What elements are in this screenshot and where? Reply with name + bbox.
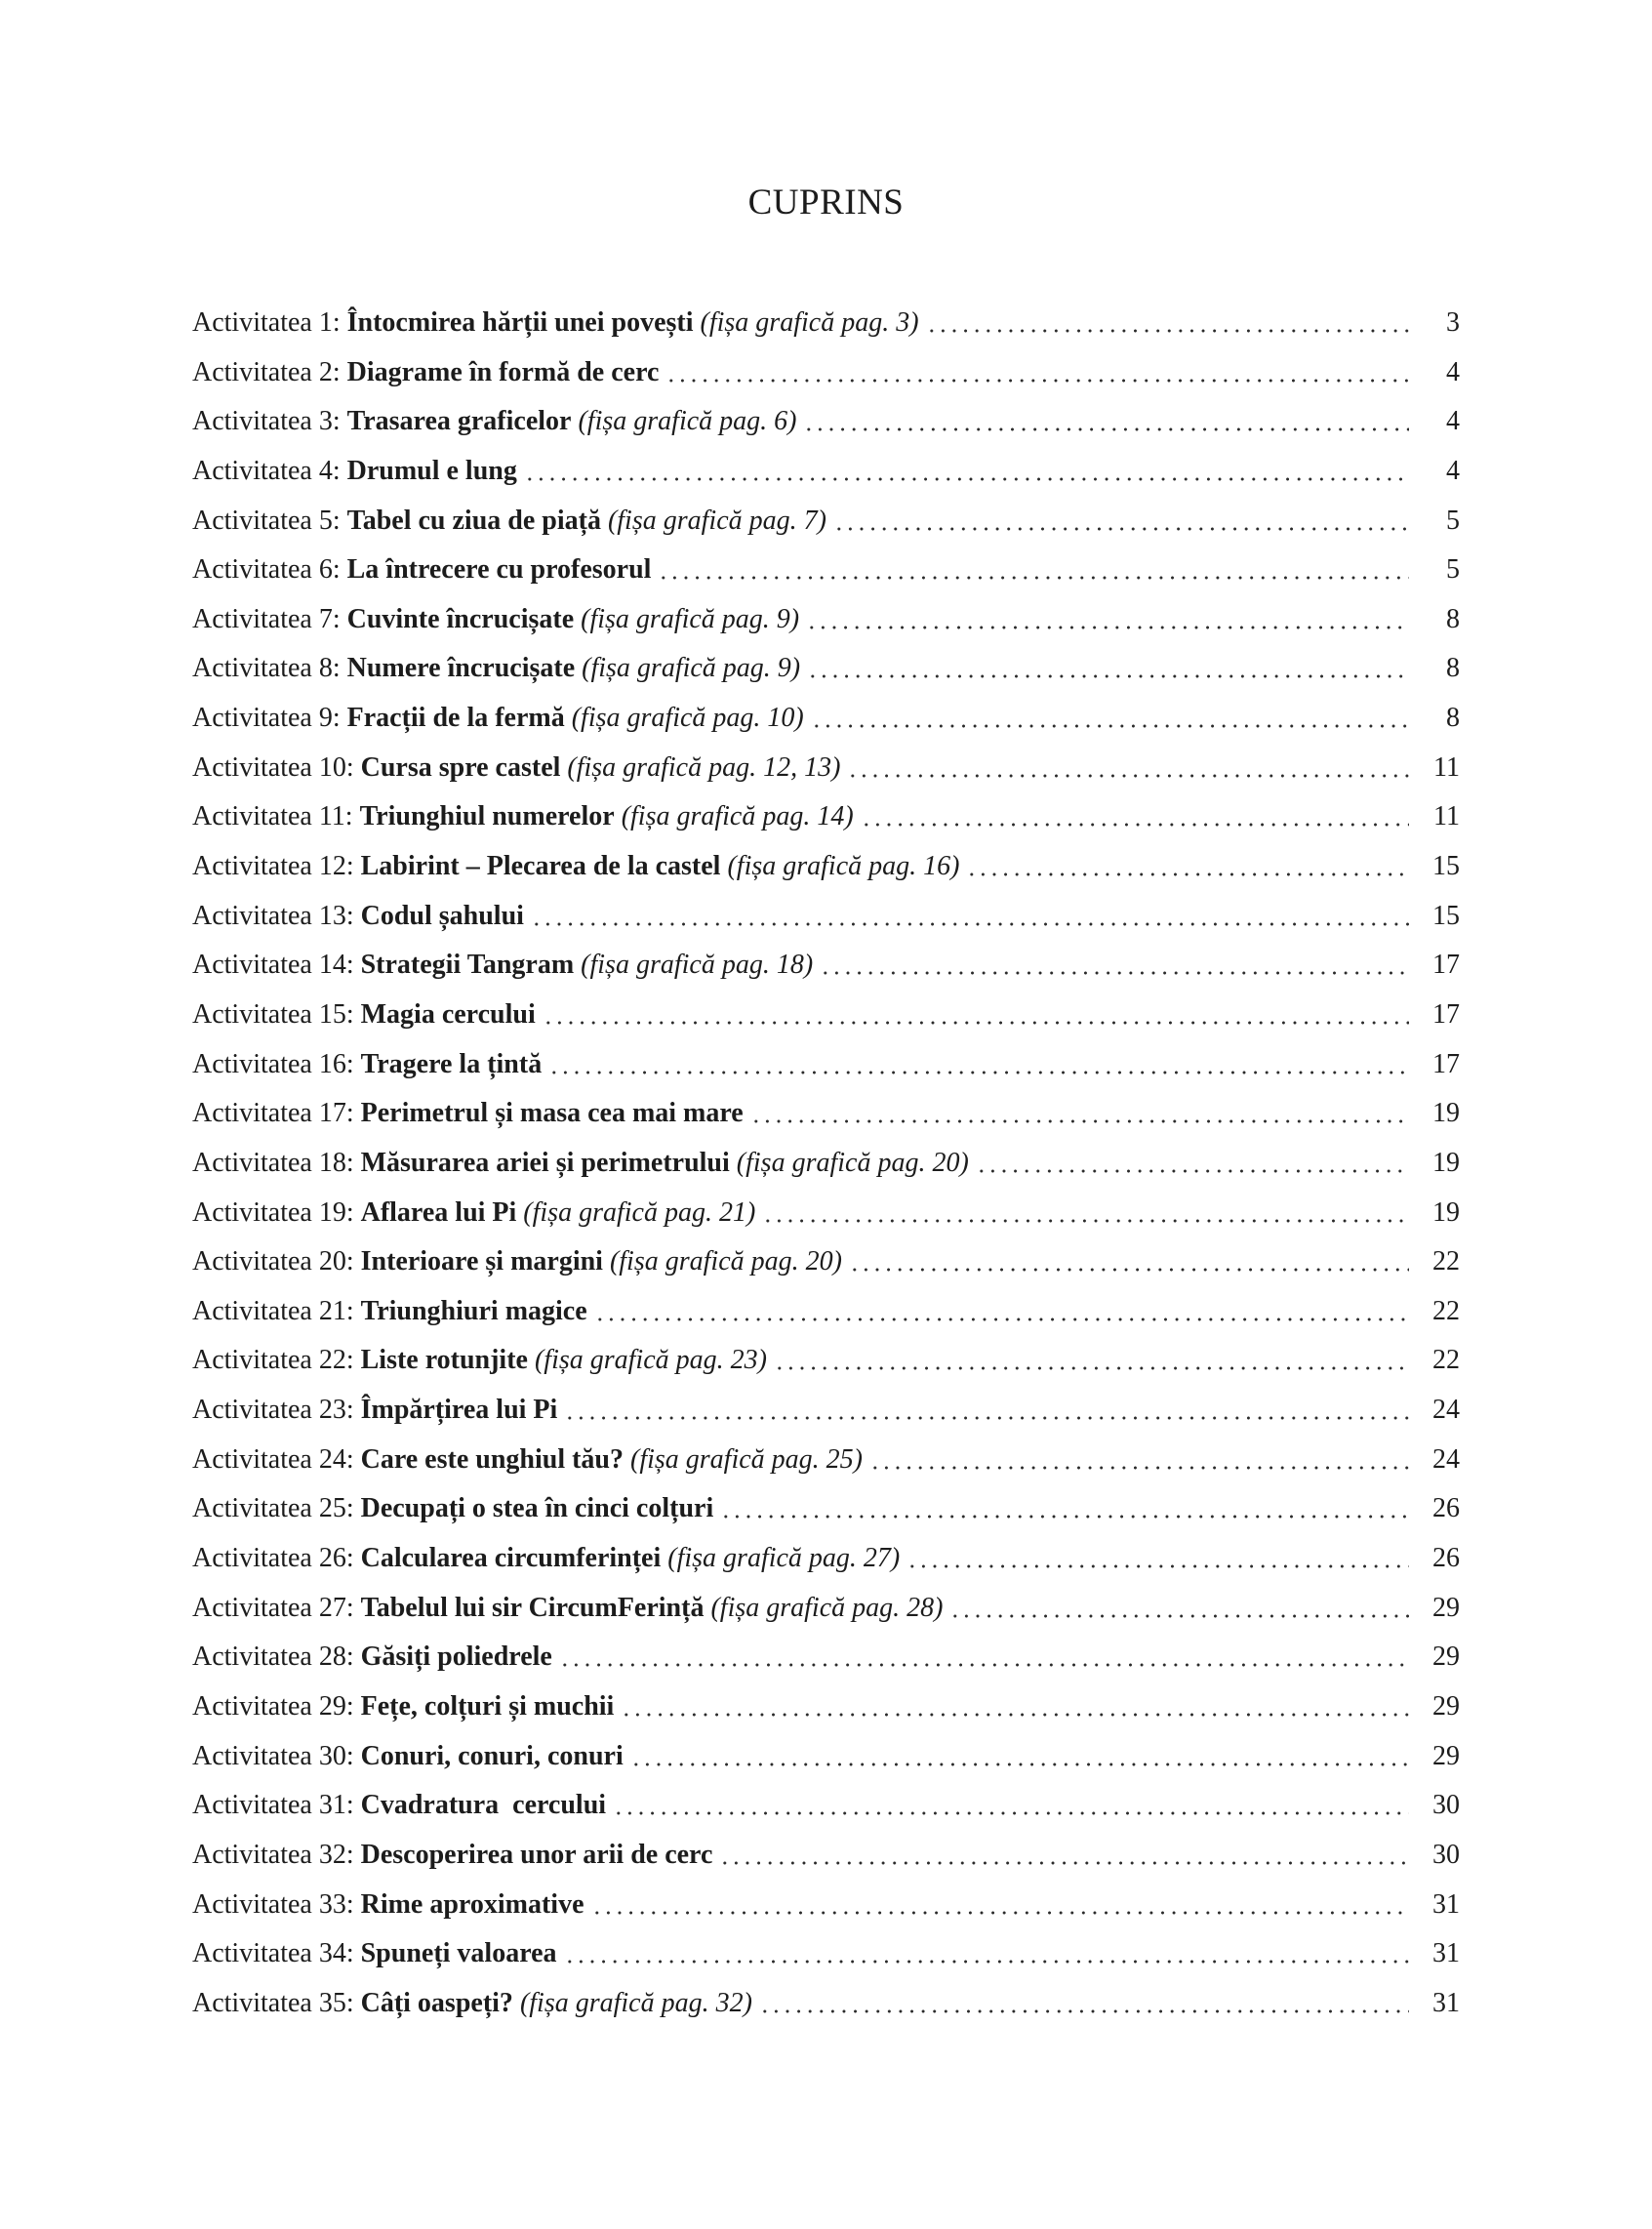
entry-page-number: 5 <box>1446 554 1460 586</box>
entry-page-number: 31 <box>1432 1888 1460 1920</box>
dot-leader <box>557 1633 1409 1682</box>
entry-page-number: 29 <box>1432 1592 1460 1623</box>
entry-title: Magia cercului <box>360 998 536 1030</box>
entry-title: Măsurarea ariei și perimetrului <box>360 1147 730 1178</box>
toc-entry <box>192 1979 1460 2029</box>
entry-title: Fracții de la fermă <box>346 703 565 734</box>
toc-entry <box>192 644 1460 694</box>
entry-title: Diagrame în formă de cerc <box>346 356 660 387</box>
entry-label: Activitatea 28: <box>192 1641 354 1673</box>
entry-page-number: 17 <box>1432 1048 1460 1079</box>
toc-entry <box>192 1929 1460 1979</box>
toc-entry <box>192 1831 1460 1881</box>
dot-leader <box>717 1831 1409 1881</box>
entry-label: Activitatea 32: <box>192 1839 354 1870</box>
entry-page-number: 24 <box>1432 1443 1460 1475</box>
entry-label: Activitatea 7: <box>192 603 341 634</box>
entry-page-number: 17 <box>1432 950 1460 981</box>
toc-entry <box>192 348 1460 398</box>
toc-list <box>192 299 1460 2028</box>
entry-page-number: 22 <box>1432 1345 1460 1376</box>
toc-entry <box>192 1436 1460 1485</box>
entry-title: Codul șahului <box>360 900 524 931</box>
toc-entry <box>192 1386 1460 1436</box>
dot-leader <box>656 546 1409 595</box>
dot-leader <box>541 991 1409 1040</box>
entry-label: Activitatea 4: <box>192 455 341 486</box>
entry-title: Aflarea lui Pi <box>360 1196 517 1228</box>
entry-page-number: 30 <box>1432 1790 1460 1821</box>
entry-page-number: 19 <box>1432 1147 1460 1178</box>
entry-title: Calcularea circumferinței <box>360 1543 662 1574</box>
entry-note: (fișa grafică pag. 18) <box>581 950 814 981</box>
entry-page-number: 31 <box>1432 1987 1460 2018</box>
entry-label: Activitatea 21: <box>192 1295 354 1326</box>
entry-label: Activitatea 19: <box>192 1196 354 1228</box>
entry-title: Numere încrucișate <box>346 653 576 684</box>
entry-title: Labirint – Plecarea de la castel <box>360 851 721 882</box>
entry-label: Activitatea 12: <box>192 851 354 882</box>
entry-note: (fișa grafică pag. 12, 13) <box>567 751 841 783</box>
entry-note: (fișa grafică pag. 23) <box>534 1345 767 1376</box>
entry-label: Activitatea 6: <box>192 554 341 586</box>
toc-entry <box>192 1040 1460 1090</box>
entry-page-number: 3 <box>1446 307 1460 338</box>
entry-title: Cuvinte încrucișate <box>346 603 575 634</box>
entry-title: Drumul e lung <box>346 455 517 486</box>
entry-page-number: 24 <box>1432 1395 1460 1426</box>
dot-leader <box>804 595 1409 645</box>
entry-title: Tabelul lui sir CircumFerință <box>360 1592 705 1623</box>
dot-leader <box>831 497 1409 547</box>
entry-label: Activitatea 13: <box>192 900 354 931</box>
entry-page-number: 4 <box>1446 406 1460 437</box>
toc-entry <box>192 792 1460 842</box>
entry-title: Conuri, conuri, conuri <box>360 1740 624 1771</box>
toc-entry <box>192 1584 1460 1634</box>
dot-leader <box>589 1881 1410 1930</box>
entry-page-number: 22 <box>1432 1295 1460 1326</box>
entry-label: Activitatea 16: <box>192 1048 354 1079</box>
entry-note: (fișa grafică pag. 14) <box>621 801 854 832</box>
entry-page-number: 29 <box>1432 1641 1460 1673</box>
entry-label: Activitatea 11: <box>192 801 353 832</box>
entry-title: Triunghiuri magice <box>360 1295 587 1326</box>
entry-page-number: 26 <box>1432 1543 1460 1574</box>
dot-leader <box>847 1237 1409 1287</box>
toc-entry <box>192 1237 1460 1287</box>
entry-label: Activitatea 15: <box>192 998 354 1030</box>
entry-label: Activitatea 17: <box>192 1098 354 1129</box>
entry-title: Tabel cu ziua de piață <box>346 505 601 536</box>
toc-entry <box>192 546 1460 595</box>
toc-entry <box>192 447 1460 497</box>
entry-label: Activitatea 2: <box>192 356 341 387</box>
dot-leader <box>818 941 1409 991</box>
entry-label: Activitatea 9: <box>192 703 341 734</box>
dot-leader <box>964 842 1409 892</box>
toc-entry <box>192 1732 1460 1782</box>
entry-label: Activitatea 8: <box>192 653 341 684</box>
entry-label: Activitatea 3: <box>192 406 341 437</box>
toc-entry <box>192 397 1460 447</box>
dot-leader <box>859 792 1409 842</box>
dot-leader <box>748 1089 1409 1139</box>
entry-note: (fișa grafică pag. 27) <box>667 1543 901 1574</box>
dot-leader <box>947 1584 1409 1634</box>
entry-title: Interioare și margini <box>360 1246 603 1277</box>
entry-note: (fișa grafică pag. 6) <box>578 406 797 437</box>
entry-page-number: 8 <box>1446 603 1460 634</box>
entry-title: Perimetrul și masa cea mai mare <box>360 1098 744 1129</box>
toc-entry <box>192 744 1460 793</box>
entry-label: Activitatea 34: <box>192 1938 354 1969</box>
entry-page-number: 17 <box>1432 998 1460 1030</box>
entry-label: Activitatea 31: <box>192 1790 354 1821</box>
entry-title: Întocmirea hărții unei povești <box>346 307 694 338</box>
toc-entry <box>192 1287 1460 1337</box>
dot-leader <box>562 1386 1409 1436</box>
entry-page-number: 8 <box>1446 653 1460 684</box>
entry-page-number: 31 <box>1432 1938 1460 1969</box>
toc-entry <box>192 941 1460 991</box>
entry-title: Strategii Tangram <box>360 950 575 981</box>
entry-label: Activitatea 24: <box>192 1443 354 1475</box>
entry-title: Tragere la țintă <box>360 1048 543 1079</box>
entry-note: (fișa grafică pag. 20) <box>609 1246 842 1277</box>
entry-page-number: 11 <box>1433 751 1460 783</box>
entry-title: La întrecere cu profesorul <box>346 554 652 586</box>
dot-leader <box>664 348 1409 398</box>
dot-leader <box>760 1189 1409 1238</box>
page-title: CUPRINS <box>747 182 905 223</box>
entry-note: (fișa grafică pag. 28) <box>710 1592 944 1623</box>
dot-leader <box>619 1682 1409 1732</box>
dot-leader <box>611 1781 1409 1831</box>
entry-note: (fișa grafică pag. 20) <box>736 1147 969 1178</box>
entry-page-number: 29 <box>1432 1740 1460 1771</box>
entry-label: Activitatea 14: <box>192 950 354 981</box>
entry-page-number: 15 <box>1432 900 1460 931</box>
dot-leader <box>628 1732 1409 1782</box>
dot-leader <box>845 744 1409 793</box>
dot-leader <box>546 1040 1409 1090</box>
dot-leader <box>905 1534 1409 1584</box>
dot-leader <box>801 397 1409 447</box>
toc-entry <box>192 1881 1460 1930</box>
entry-title: Rime aproximative <box>360 1888 584 1920</box>
entry-title: Găsiți poliedrele <box>360 1641 552 1673</box>
entry-label: Activitatea 26: <box>192 1543 354 1574</box>
entry-title: Fețe, colțuri și muchii <box>360 1690 615 1722</box>
toc-entry <box>192 1682 1460 1732</box>
entry-title: Cursa spre castel <box>360 751 561 783</box>
entry-note: (fișa grafică pag. 21) <box>523 1196 756 1228</box>
toc-entry <box>192 1089 1460 1139</box>
toc-entry <box>192 1633 1460 1682</box>
dot-leader <box>809 694 1409 744</box>
dot-leader <box>592 1287 1409 1337</box>
entry-page-number: 15 <box>1432 851 1460 882</box>
entry-label: Activitatea 33: <box>192 1888 354 1920</box>
entry-label: Activitatea 22: <box>192 1345 354 1376</box>
entry-title: Spuneți valoarea <box>360 1938 557 1969</box>
entry-title: Trasarea graficelor <box>346 406 572 437</box>
entry-title: Liste rotunjite <box>360 1345 528 1376</box>
entry-note: (fișa grafică pag. 7) <box>607 505 826 536</box>
entry-page-number: 30 <box>1432 1839 1460 1870</box>
entry-label: Activitatea 18: <box>192 1147 354 1178</box>
toc-entry <box>192 1139 1460 1189</box>
toc-entry <box>192 595 1460 645</box>
entry-page-number: 8 <box>1446 703 1460 734</box>
entry-page-number: 29 <box>1432 1690 1460 1722</box>
entry-label: Activitatea 5: <box>192 505 341 536</box>
dot-leader <box>772 1336 1409 1386</box>
dot-leader <box>805 644 1409 694</box>
entry-title: Descoperirea unor arii de cerc <box>360 1839 713 1870</box>
dot-leader <box>522 447 1409 497</box>
entry-page-number: 4 <box>1446 356 1460 387</box>
entry-title: Decupați o stea în cinci colțuri <box>360 1493 714 1524</box>
entry-page-number: 19 <box>1432 1196 1460 1228</box>
entry-note: (fișa grafică pag. 10) <box>571 703 804 734</box>
entry-page-number: 26 <box>1432 1493 1460 1524</box>
toc-entry <box>192 1484 1460 1534</box>
entry-note: (fișa grafică pag. 9) <box>582 653 801 684</box>
entry-label: Activitatea 25: <box>192 1493 354 1524</box>
entry-page-number: 11 <box>1433 801 1460 832</box>
entry-title: Câți oaspeți? <box>360 1987 513 2018</box>
dot-leader <box>867 1436 1409 1485</box>
entry-label: Activitatea 27: <box>192 1592 354 1623</box>
entry-note: (fișa grafică pag. 32) <box>519 1987 752 2018</box>
entry-title: Împărțirea lui Pi <box>360 1395 558 1426</box>
dot-leader <box>757 1979 1409 2029</box>
toc-entry <box>192 842 1460 892</box>
entry-page-number: 22 <box>1432 1246 1460 1277</box>
toc-entry <box>192 1781 1460 1831</box>
dot-leader <box>974 1139 1409 1189</box>
toc-entry <box>192 892 1460 942</box>
toc-entry <box>192 1189 1460 1238</box>
toc-entry <box>192 299 1460 348</box>
entry-page-number: 19 <box>1432 1098 1460 1129</box>
entry-label: Activitatea 35: <box>192 1987 354 2018</box>
dot-leader <box>718 1484 1409 1534</box>
entry-label: Activitatea 23: <box>192 1395 354 1426</box>
entry-label: Activitatea 10: <box>192 751 354 783</box>
entry-note: (fișa grafică pag. 9) <box>581 603 800 634</box>
dot-leader <box>924 299 1409 348</box>
entry-title: Cvadratura cercului <box>360 1790 607 1821</box>
entry-label: Activitatea 29: <box>192 1690 354 1722</box>
toc-entry <box>192 694 1460 744</box>
entry-note: (fișa grafică pag. 16) <box>727 851 960 882</box>
entry-note: (fișa grafică pag. 25) <box>630 1443 863 1475</box>
entry-title: Care este unghiul tău? <box>360 1443 624 1475</box>
entry-label: Activitatea 1: <box>192 307 341 338</box>
entry-page-number: 5 <box>1446 505 1460 536</box>
entry-label: Activitatea 30: <box>192 1740 354 1771</box>
toc-entry <box>192 497 1460 547</box>
entry-title: Triunghiul numerelor <box>359 801 615 832</box>
toc-entry <box>192 991 1460 1040</box>
entry-label: Activitatea 20: <box>192 1246 354 1277</box>
entry-note: (fișa grafică pag. 3) <box>700 307 919 338</box>
toc-entry <box>192 1534 1460 1584</box>
entry-page-number: 4 <box>1446 455 1460 486</box>
toc-entry <box>192 1336 1460 1386</box>
dot-leader <box>562 1929 1409 1979</box>
dot-leader <box>529 892 1409 942</box>
